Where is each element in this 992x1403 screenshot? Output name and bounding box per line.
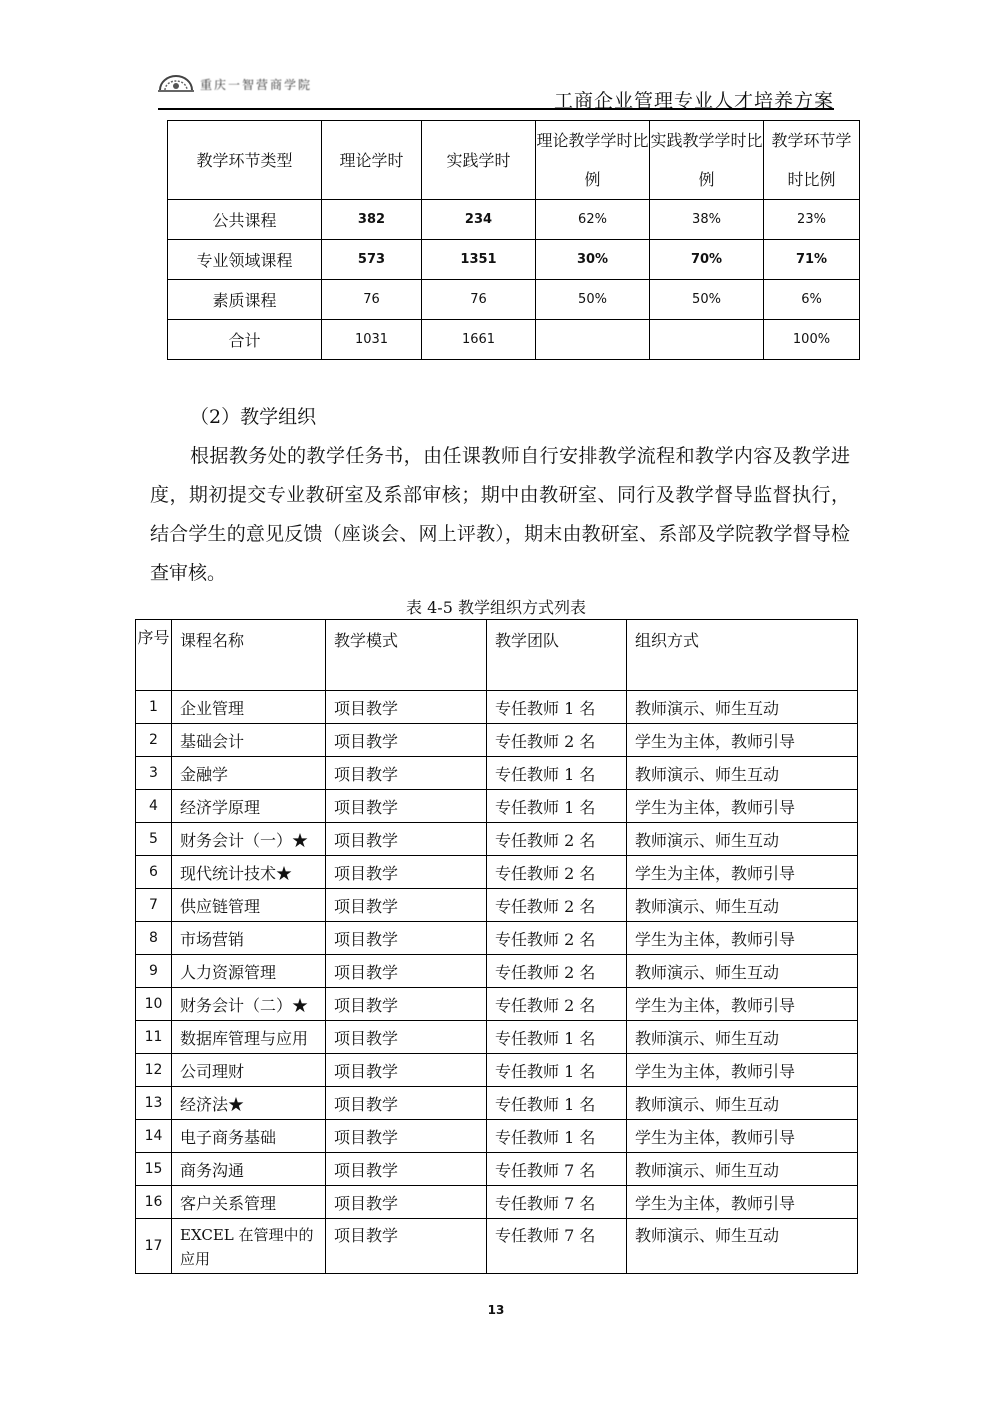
header-cell: 实践教学学时比例 — [650, 121, 764, 200]
table-cell: 学生为主体，教师引导 — [627, 790, 858, 823]
table-cell: 项目教学 — [326, 757, 487, 790]
table-row — [136, 988, 858, 1021]
table-row — [136, 1153, 858, 1186]
table-cell: 基础会计 — [172, 724, 326, 757]
table-cell: 专任教师 1 名 — [487, 1087, 627, 1120]
table-cell: 8 — [136, 922, 172, 955]
table-cell — [650, 320, 764, 360]
table-cell: 教师演示、师生互动 — [627, 955, 858, 988]
table-cell: 1351 — [422, 240, 536, 280]
table-cell: 项目教学 — [326, 691, 487, 724]
table-cell: 项目教学 — [326, 790, 487, 823]
table-cell: 项目教学 — [326, 1219, 487, 1274]
table-cell: 学生为主体，教师引导 — [627, 1120, 858, 1153]
header-cell: 教学团队 — [487, 620, 627, 691]
table-cell: 企业管理 — [172, 691, 326, 724]
table-cell: 教师演示、师生互动 — [627, 1219, 858, 1274]
school-logo-text: 重庆一智营商学院 — [200, 78, 313, 90]
table-cell: 项目教学 — [326, 1120, 487, 1153]
table-header-row — [168, 121, 860, 200]
teaching-hours-table — [167, 120, 860, 360]
table-cell: 234 — [422, 200, 536, 240]
table-cell: 13 — [136, 1087, 172, 1120]
table-cell: 学生为主体，教师引导 — [627, 724, 858, 757]
table-cell: 供应链管理 — [172, 889, 326, 922]
table-cell: 100% — [764, 320, 860, 360]
table-row — [168, 320, 860, 360]
header-cell: 教学环节类型 — [168, 121, 322, 200]
table-cell: 专任教师 1 名 — [487, 691, 627, 724]
table-cell: 76 — [422, 280, 536, 320]
table-cell: 项目教学 — [326, 988, 487, 1021]
table-caption: 表 4-5 教学组织方式列表 — [406, 598, 586, 617]
table-cell: 财务会计（二）★ — [172, 988, 326, 1021]
table-cell: 教师演示、师生互动 — [627, 889, 858, 922]
table-cell: 经济学原理 — [172, 790, 326, 823]
table-cell: 38% — [650, 200, 764, 240]
table-row — [168, 280, 860, 320]
table-cell: 573 — [322, 240, 422, 280]
table-cell: EXCEL 在管理中的应用 — [172, 1219, 326, 1274]
table-row — [168, 200, 860, 240]
table-cell: 商务沟通 — [172, 1153, 326, 1186]
table-row — [136, 823, 858, 856]
table-cell: 专任教师 2 名 — [487, 823, 627, 856]
table-cell: 专任教师 2 名 — [487, 955, 627, 988]
table-cell: 教师演示、师生互动 — [627, 1021, 858, 1054]
header-divider — [158, 108, 834, 110]
table-row — [136, 1054, 858, 1087]
table-cell: 专业领域课程 — [168, 240, 322, 280]
table-cell: 人力资源管理 — [172, 955, 326, 988]
table-cell: 76 — [322, 280, 422, 320]
table-cell: 教师演示、师生互动 — [627, 691, 858, 724]
table-cell: 专任教师 2 名 — [487, 988, 627, 1021]
table-cell: 专任教师 1 名 — [487, 757, 627, 790]
table-cell: 现代统计技术★ — [172, 856, 326, 889]
table-row — [136, 889, 858, 922]
table-row — [136, 955, 858, 988]
table-cell: 专任教师 2 名 — [487, 922, 627, 955]
section-heading: （2）教学组织 — [190, 406, 317, 428]
table-cell: 合计 — [168, 320, 322, 360]
table-cell: 1031 — [322, 320, 422, 360]
table-cell: 项目教学 — [326, 724, 487, 757]
table-cell: 项目教学 — [326, 955, 487, 988]
table-cell: 金融学 — [172, 757, 326, 790]
table-cell: 项目教学 — [326, 823, 487, 856]
table-cell: 项目教学 — [326, 856, 487, 889]
school-logo-icon — [158, 72, 194, 92]
table-cell: 公共课程 — [168, 200, 322, 240]
table-cell: 项目教学 — [326, 1186, 487, 1219]
table-cell: 专任教师 1 名 — [487, 1021, 627, 1054]
table-cell: 专任教师 2 名 — [487, 724, 627, 757]
table-cell: 项目教学 — [326, 1153, 487, 1186]
table-cell: 专任教师 7 名 — [487, 1186, 627, 1219]
table-cell: 数据库管理与应用 — [172, 1021, 326, 1054]
table-cell: 经济法★ — [172, 1087, 326, 1120]
table-cell: 11 — [136, 1021, 172, 1054]
table-cell: 23% — [764, 200, 860, 240]
table-cell: 70% — [650, 240, 764, 280]
table-cell: 客户关系管理 — [172, 1186, 326, 1219]
table-row — [136, 922, 858, 955]
table-cell: 50% — [650, 280, 764, 320]
table-cell — [536, 320, 650, 360]
table-cell: 专任教师 2 名 — [487, 889, 627, 922]
table-cell: 教师演示、师生互动 — [627, 823, 858, 856]
table-cell: 1661 — [422, 320, 536, 360]
header-cell: 序号 — [136, 620, 172, 691]
table-cell: 专任教师 2 名 — [487, 856, 627, 889]
teaching-organization-table — [135, 619, 858, 1274]
document-title: 工商企业管理专业人才培养方案 — [553, 90, 834, 112]
table-row — [136, 691, 858, 724]
table-cell: 专任教师 7 名 — [487, 1153, 627, 1186]
table-cell: 62% — [536, 200, 650, 240]
table-row — [136, 1186, 858, 1219]
table-row — [136, 1120, 858, 1153]
table-cell: 17 — [136, 1219, 172, 1274]
table-cell: 3 — [136, 757, 172, 790]
page-number: 13 — [487, 1303, 505, 1317]
table-cell: 教师演示、师生互动 — [627, 757, 858, 790]
table-cell: 学生为主体，教师引导 — [627, 922, 858, 955]
table-cell: 50% — [536, 280, 650, 320]
table-cell: 12 — [136, 1054, 172, 1087]
table-cell: 市场营销 — [172, 922, 326, 955]
table-cell: 项目教学 — [326, 1054, 487, 1087]
table-cell: 382 — [322, 200, 422, 240]
table-cell: 项目教学 — [326, 1021, 487, 1054]
table-cell: 14 — [136, 1120, 172, 1153]
table-cell: 学生为主体，教师引导 — [627, 856, 858, 889]
table-cell: 5 — [136, 823, 172, 856]
table-row — [136, 1219, 858, 1274]
table-cell: 素质课程 — [168, 280, 322, 320]
table-cell: 项目教学 — [326, 922, 487, 955]
table-cell: 7 — [136, 889, 172, 922]
table-cell: 电子商务基础 — [172, 1120, 326, 1153]
table-cell: 专任教师 1 名 — [487, 1054, 627, 1087]
table-cell: 学生为主体，教师引导 — [627, 1186, 858, 1219]
table-cell: 专任教师 1 名 — [487, 1120, 627, 1153]
table-cell: 6% — [764, 280, 860, 320]
header-cell: 教学模式 — [326, 620, 487, 691]
table-cell: 16 — [136, 1186, 172, 1219]
table-row — [168, 240, 860, 280]
table-cell: 10 — [136, 988, 172, 1021]
header-cell: 教学环节学时比例 — [764, 121, 860, 200]
header-cell: 课程名称 — [172, 620, 326, 691]
table-cell: 公司理财 — [172, 1054, 326, 1087]
table-cell: 项目教学 — [326, 1087, 487, 1120]
table-cell: 教师演示、师生互动 — [627, 1087, 858, 1120]
table-cell: 财务会计（一）★ — [172, 823, 326, 856]
table-cell: 30% — [536, 240, 650, 280]
table-cell: 项目教学 — [326, 889, 487, 922]
table-row — [136, 790, 858, 823]
table-row — [136, 856, 858, 889]
table-row — [136, 1021, 858, 1054]
table-cell: 71% — [764, 240, 860, 280]
table-cell: 4 — [136, 790, 172, 823]
table-row — [136, 724, 858, 757]
table-cell: 专任教师 7 名 — [487, 1219, 627, 1274]
table-header-row — [136, 620, 858, 691]
table-cell: 6 — [136, 856, 172, 889]
table-cell: 教师演示、师生互动 — [627, 1153, 858, 1186]
table-cell: 15 — [136, 1153, 172, 1186]
table-row — [136, 1087, 858, 1120]
page-header — [158, 68, 834, 110]
table-cell: 9 — [136, 955, 172, 988]
table-cell: 专任教师 1 名 — [487, 790, 627, 823]
table-cell: 学生为主体，教师引导 — [627, 988, 858, 1021]
table-cell: 1 — [136, 691, 172, 724]
header-cell: 组织方式 — [627, 620, 858, 691]
table-row — [136, 757, 858, 790]
header-cell: 理论教学学时比例 — [536, 121, 650, 200]
body-paragraph: 根据教务处的教学任务书，由任课教师自行安排教学流程和教学内容及教学进度，期初提交专业教研室及系部审核；期中由教研室、同行及教学督导监督执行，结合学生的意见反馈（座谈会、网上评教），期末由教研室、系部及学院教学督导检查审核。 — [150, 445, 850, 584]
table-cell: 学生为主体，教师引导 — [627, 1054, 858, 1087]
header-cell: 理论学时 — [322, 121, 422, 200]
table-cell: 2 — [136, 724, 172, 757]
header-cell: 实践学时 — [422, 121, 536, 200]
